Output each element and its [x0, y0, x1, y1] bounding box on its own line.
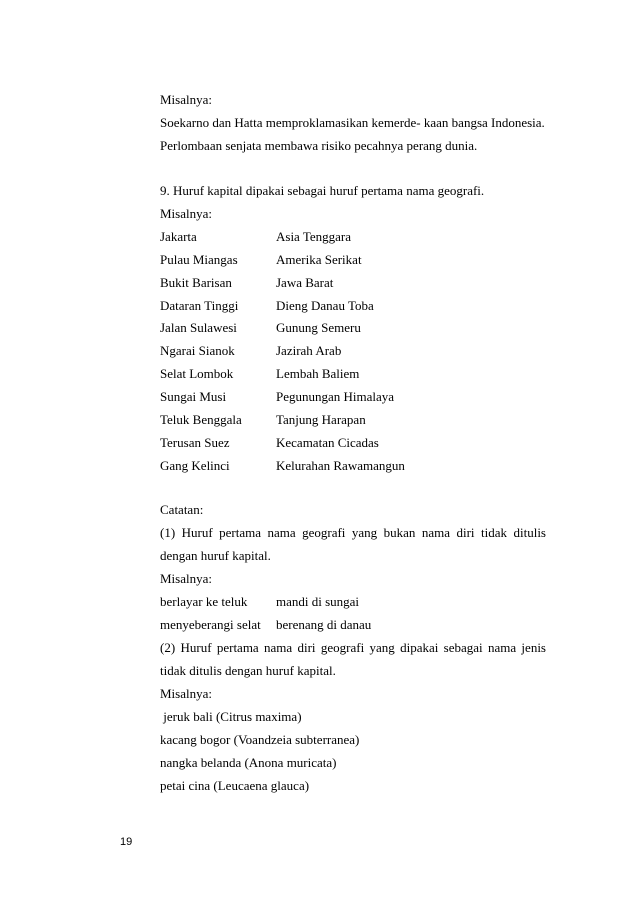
- geo-left-item: Gang Kelinci: [160, 458, 230, 473]
- example-line-2: Perlombaan senjata membawa risiko pecahnya perang dunia.: [160, 138, 478, 153]
- geo-left-item: Ngarai Sianok: [160, 343, 235, 358]
- note-1-example-right: berenang di danau: [276, 617, 372, 632]
- geo-right-item: Kecamatan Cicadas: [276, 435, 379, 450]
- intro-label: Misalnya:: [160, 92, 212, 107]
- geo-right-item: Asia Tenggara: [276, 229, 352, 244]
- geo-right-item: Dieng Danau Toba: [276, 298, 374, 313]
- geo-left-item: Sungai Musi: [160, 389, 227, 404]
- rule-9-label: Misalnya:: [160, 206, 212, 221]
- geo-right-item: Tanjung Harapan: [276, 412, 366, 427]
- geo-left-item: Terusan Suez: [160, 435, 230, 450]
- geo-left-item: Jakarta: [160, 229, 197, 244]
- page-number: 19: [120, 836, 133, 848]
- note-2-line-2: tidak ditulis dengan huruf kapital.: [160, 663, 336, 678]
- geo-right-item: Amerika Serikat: [276, 252, 362, 267]
- geo-right-item: Pegunungan Himalaya: [276, 389, 395, 404]
- example-line-1: Soekarno dan Hatta memproklamasikan kemerde- kaan bangsa Indonesia.: [160, 115, 545, 130]
- geo-right-item: Jazirah Arab: [276, 343, 342, 358]
- note-1-example-right: mandi di sungai: [276, 594, 360, 609]
- note-2-example: kacang bogor (Voandzeia subterranea): [160, 732, 360, 747]
- geo-left-item: Pulau Miangas: [160, 252, 238, 267]
- note-2-example: jeruk bali (Citrus maxima): [160, 709, 302, 724]
- note-2-example: nangka belanda (Anona muricata): [160, 755, 337, 770]
- geo-left-item: Selat Lombok: [160, 366, 234, 381]
- note-2-example: petai cina (Leucaena glauca): [160, 778, 310, 793]
- geo-left-item: Bukit Barisan: [160, 275, 232, 290]
- note-1-example-left: berlayar ke teluk: [160, 594, 248, 609]
- geo-left-item: Teluk Benggala: [160, 412, 242, 427]
- note-1-line-1: (1) Huruf pertama nama geografi yang bukan nama diri tidak ditulis: [160, 525, 546, 540]
- rule-9-heading: 9. Huruf kapital dipakai sebagai huruf pertama nama geografi.: [160, 183, 485, 198]
- note-1-line-2: dengan huruf kapital.: [160, 548, 271, 563]
- geo-right-item: Gunung Semeru: [276, 320, 361, 335]
- note-1-example-left: menyeberangi selat: [160, 617, 261, 632]
- note-label: Catatan:: [160, 502, 204, 517]
- note-1-label: Misalnya:: [160, 571, 212, 586]
- note-2-line-1: (2) Huruf pertama nama diri geografi yang dipakai sebagai nama jenis: [160, 640, 546, 655]
- geo-left-item: Dataran Tinggi: [160, 298, 239, 313]
- note-2-label: Misalnya:: [160, 686, 212, 701]
- geo-right-item: Kelurahan Rawamangun: [276, 458, 405, 473]
- geo-right-item: Lembah Baliem: [276, 366, 360, 381]
- geo-right-item: Jawa Barat: [276, 275, 334, 290]
- geo-left-item: Jalan Sulawesi: [160, 320, 237, 335]
